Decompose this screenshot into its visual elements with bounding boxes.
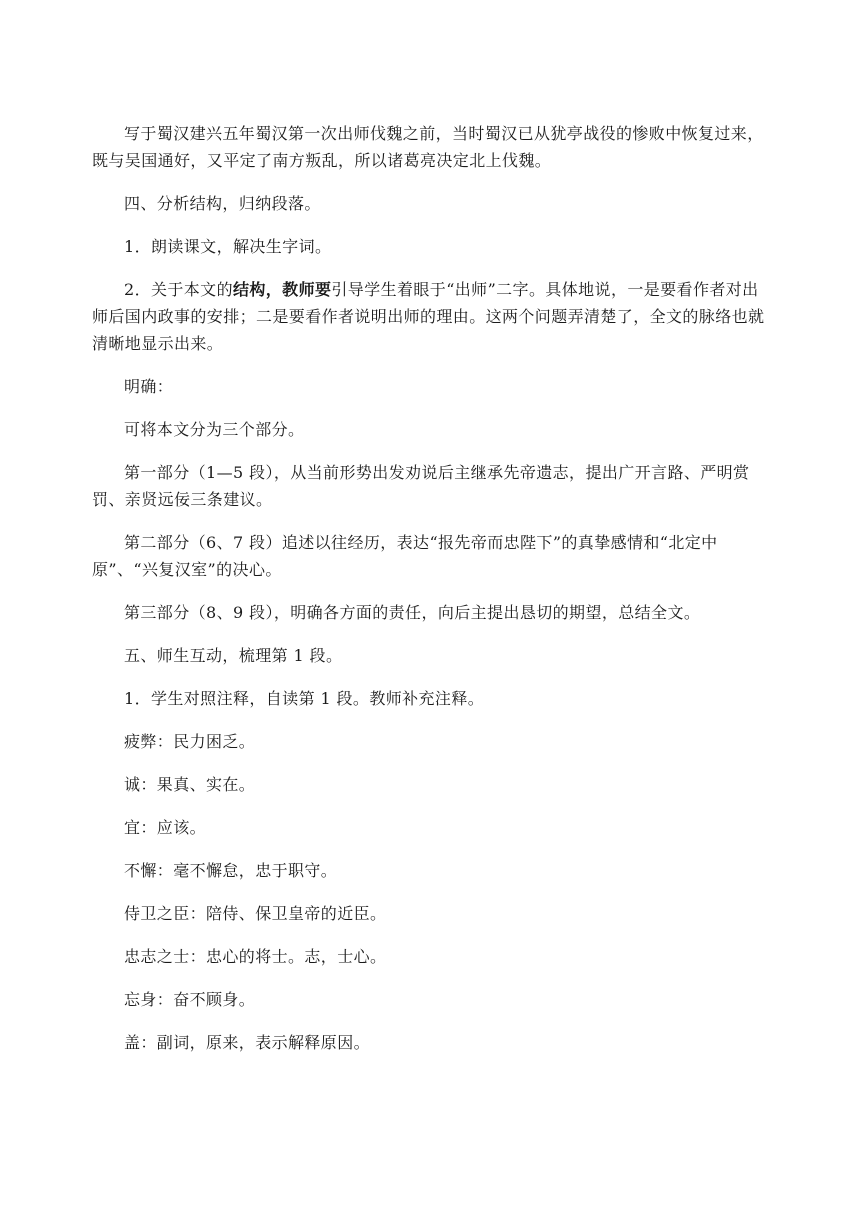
three-parts-intro: 可将本文分为三个部分。 [124, 420, 305, 439]
step-structure-post: 引导学生着眼于“出师”二字。具体地说，一是要看作者对出师后国内政事的安排；二是要看作者说明出师的理由。这两个问题弄清楚了，全文的脉络也就清晰地显示出来。 [92, 280, 765, 353]
gloss-pibi: 疲弊：民力困乏。 [124, 732, 256, 751]
clarify-label: 明确： [124, 377, 174, 396]
part-two: 第二部分（6、7 段）追述以往经历，表达“报先帝而忠陛下”的真挚感情和“北定中原”、“兴复汉室”的决心。 [92, 533, 718, 579]
part-one: 第一部分（1—5 段），从当前形势出发劝说后主继承先帝遗志，提出广开言路、严明赏罚、亲贤远佞三条建议。 [92, 463, 750, 509]
document-body [92, 120, 772, 1056]
paragraph-background: 写于蜀汉建兴五年蜀汉第一次出师伐魏之前，当时蜀汉已从犹亭战役的惨败中恢复过来，既与吴国通好，又平定了南方叛乱，所以诸葛亮决定北上伐魏。 [92, 124, 764, 170]
gloss-zhongzhi: 忠志之士：忠心的将士。志，士心。 [124, 947, 387, 966]
gloss-cheng: 诚：果真、实在。 [124, 775, 256, 794]
gloss-wangshen: 忘身：奋不顾身。 [124, 990, 256, 1009]
step-read-text: 1．朗读课文，解决生字词。 [124, 237, 332, 256]
step-structure-bold: 结构，教师要 [232, 280, 332, 299]
part-three: 第三部分（8、9 段），明确各方面的责任，向后主提出恳切的期望，总结全文。 [124, 603, 701, 622]
gloss-buxie: 不懈：毫不懈怠，忠于职守。 [124, 861, 338, 880]
heading-analyze-structure: 四、分析结构，归纳段落。 [124, 194, 321, 213]
gloss-gai: 盖：副词，原来，表示解释原因。 [124, 1033, 371, 1052]
gloss-yi: 宜：应该。 [124, 818, 207, 837]
step-structure-guidance [92, 276, 772, 357]
step-self-read: 1．学生对照注释，自读第 1 段。教师补充注释。 [124, 689, 485, 708]
step-structure-pre: 2．关于本文的 [124, 280, 233, 299]
heading-interaction: 五、师生互动，梳理第 1 段。 [124, 646, 343, 665]
gloss-shiwei: 侍卫之臣：陪侍、保卫皇帝的近臣。 [124, 904, 387, 923]
